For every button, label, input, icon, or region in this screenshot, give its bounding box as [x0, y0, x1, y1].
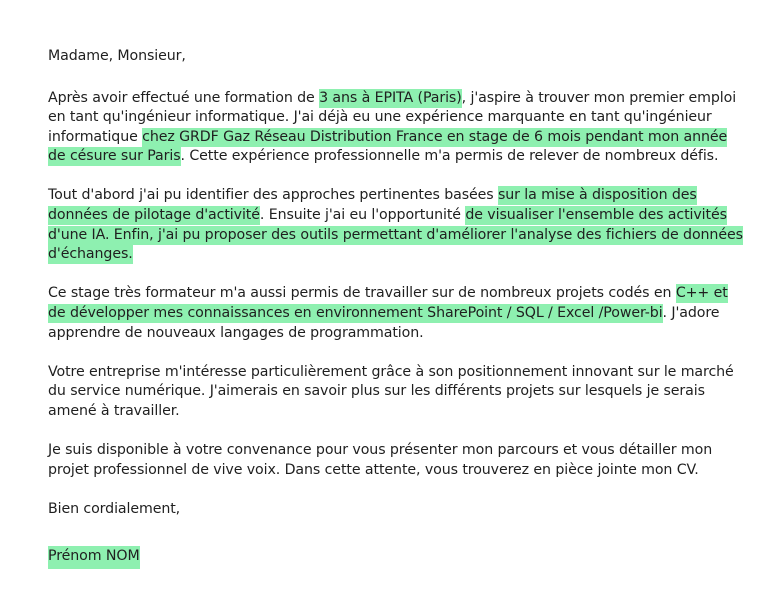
body-paragraph-1: [48, 89, 748, 167]
body-text: Ce stage très formateur m'a aussi permis de travailler sur de nombreux projets codés en: [48, 285, 676, 302]
body-paragraph-5: [48, 441, 748, 480]
body-paragraph-2: [48, 186, 748, 264]
signature-line: [48, 546, 748, 569]
letter-body: [48, 89, 748, 481]
body-text: Tout d'abord j'ai pu identifier des approches pertinentes basées: [48, 187, 498, 204]
letter-greeting: Madame, Monsieur,: [48, 48, 186, 64]
letter-closing: Bien cordialement,: [48, 500, 181, 517]
highlighted-text: chez GRDF Gaz Réseau Distribution France en stage de 6 mois pendant mon année de césure sur Paris: [48, 128, 728, 165]
body-text: Après avoir effectué une formation de: [48, 89, 320, 106]
body-text: , j'aspire à trouver mon premier emploi en tant qu'ingénieur informatique. J'ai déjà eu une expérience marquante en tant qu'ingénieur informatique: [48, 89, 737, 145]
body-paragraph-3: [48, 284, 748, 343]
body-text: Votre entreprise m'intéresse particulièrement grâce à son positionnement innovant sur le marché du service numérique. J'aimerais en savoir plus sur les différents projets sur lesquels je serais amené à travailler.: [48, 363, 734, 419]
body-text: . Ensuite j'ai eu l'opportunité: [259, 207, 466, 224]
body-text: . J'adore apprendre de nouveaux langages de programmation.: [48, 304, 720, 341]
highlighted-text: C++ et de développer mes connaissances en environnement SharePoint / SQL / Excel /Power-bi: [48, 285, 728, 321]
highlighted-text: 3 ans à EPITA (Paris): [319, 89, 462, 106]
cover-letter: [48, 47, 748, 569]
highlighted-text: de visualiser l'ensemble des activités d'une IA. Enfin, j'ai pu proposer des outils permettant d'améliorer l'analyse des fichiers de données d'échanges.: [48, 207, 743, 263]
highlighted-text: sur la mise à disposition des données de pilotage d'activité: [48, 187, 697, 224]
body-text: Je suis disponible à votre convenance pour vous présenter mon parcours et vous détailler mon projet professionnel de vive voix. Dans cette attente, vous trouverez en pièce jointe mon CV.: [48, 441, 713, 478]
signature-name: Prénom NOM: [48, 546, 140, 569]
body-paragraph-4: [48, 363, 748, 422]
body-text: . Cette expérience professionnelle m'a permis de relever de nombreux défis.: [180, 148, 719, 165]
